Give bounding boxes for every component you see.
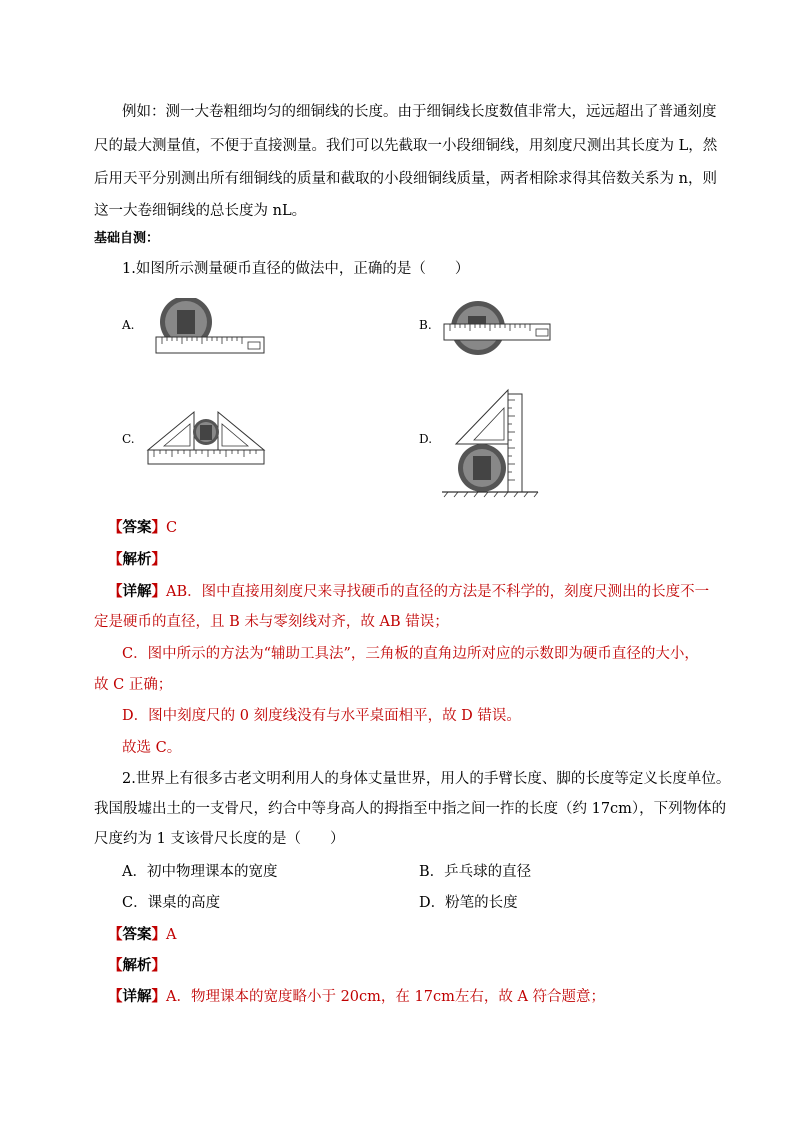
q1-option-c-label: C. <box>122 432 135 446</box>
q2-detail-a-text: A．物理课本的宽度略小于 20cm，在 17cm左右，故 A 符合题意； <box>166 989 606 1005</box>
q1-detail-c-2: 故 C 正确； <box>94 677 173 693</box>
q1-conclusion: 故选 C。 <box>122 740 182 756</box>
intro-line-4: 这一大卷细铜线的总长度为 nL。 <box>94 203 307 219</box>
q1-option-b-label: B. <box>419 318 432 332</box>
q1-answer: 【答案】C <box>108 519 178 536</box>
figure-c-triangles-coin <box>144 408 270 470</box>
q1-answer-label: 答案 <box>122 519 152 536</box>
section-title: 基础自测： <box>94 231 160 246</box>
q1-stem: 1.如图所示测量硬币直径的做法中，正确的是（ ） <box>122 261 470 277</box>
q1-option-a-label: A. <box>122 318 135 332</box>
q1-detail-c-1: C．图中所示的方法为“辅助工具法”，三角板的直角边所对应的示数即为硬币直径的大小， <box>122 646 699 662</box>
q1-analysis: 【解析】 <box>108 551 166 568</box>
intro-line-3: 后用天平分别测出所有细铜线的质量和截取的小段细铜线质量，两者相除求得其倍数关系为 n，则 <box>94 171 717 187</box>
q1-detail-d: D．图中刻度尺的 0 刻度线没有与水平桌面相平，故 D 错误。 <box>122 708 521 724</box>
q1-detail-ab-2: 定是硬币的直径，且 B 未与零刻线对齐，故 AB 错误； <box>94 614 449 630</box>
intro-line-2: 尺的最大测量值，不便于直接测量。我们可以先截取一小段细铜线，用刻度尺测出其长度为 L，然 <box>94 138 718 154</box>
q2-stem-1: 2.世界上有很多古老文明利用人的身体丈量世界，用人的手臂长度、脚的长度等定义长度单位。 <box>122 771 731 787</box>
figure-a-coin-ruler <box>152 298 268 358</box>
q2-analysis: 【解析】 <box>108 957 166 974</box>
q1-detail-label: 详解 <box>122 583 152 600</box>
q1-detail-ab-1: 【详解】AB．图中直接用刻度尺来寻找硬币的直径的方法是不科学的，刻度尺测出的长度不一 <box>108 583 710 600</box>
q2-detail-a: 【详解】A．物理课本的宽度略小于 20cm，在 17cm左右，故 A 符合题意； <box>108 988 606 1005</box>
q2-option-d: D．粉笔的长度 <box>419 895 518 911</box>
q2-option-a: A．初中物理课本的宽度 <box>122 864 278 880</box>
q1-answer-value: C <box>166 520 178 536</box>
figure-b-coin-ruler <box>442 296 554 358</box>
q2-option-c: C．课桌的高度 <box>122 895 221 911</box>
q1-option-d-label: D. <box>419 432 433 446</box>
q2-stem-2: 我国殷墟出土的一支骨尺，约合中等身高人的拇指至中指之间一拃的长度（约 17cm），下列物体的 <box>94 801 727 817</box>
q2-detail-label: 详解 <box>122 988 152 1005</box>
q2-stem-3: 尺度约为 1 支该骨尺长度的是（ ） <box>94 831 345 847</box>
q1-detail-ab-text-1: AB．图中直接用刻度尺来寻找硬币的直径的方法是不科学的，刻度尺测出的长度不一 <box>166 584 710 600</box>
q2-answer-label: 答案 <box>122 926 152 943</box>
figure-d-triangle-coin-vertical-ruler <box>438 386 540 508</box>
q2-option-b: B．乒乓球的直径 <box>419 864 532 880</box>
q2-analysis-label: 解析 <box>122 957 152 974</box>
q2-answer: 【答案】A <box>108 926 177 943</box>
q1-analysis-label: 解析 <box>122 551 152 568</box>
q2-answer-value: A <box>166 927 177 943</box>
intro-line-1: 例如：测一大卷粗细均匀的细铜线的长度。由于细铜线长度数值非常大，远远超出了普通刻度 <box>122 104 717 120</box>
